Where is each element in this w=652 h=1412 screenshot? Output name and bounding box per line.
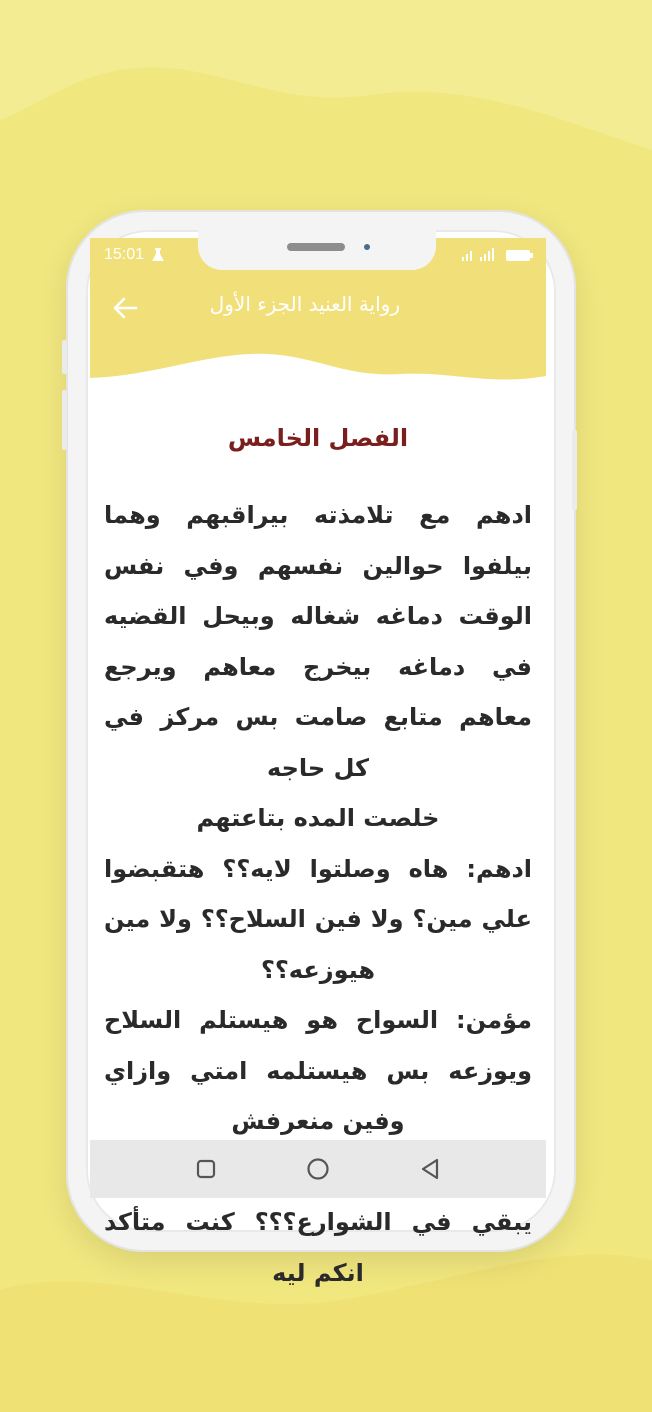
signal-icon bbox=[462, 251, 472, 261]
battery-icon bbox=[506, 250, 533, 261]
status-time: 15:01 bbox=[104, 246, 145, 263]
side-button bbox=[62, 390, 67, 450]
phone-speaker bbox=[287, 243, 345, 251]
phone-camera bbox=[364, 244, 370, 250]
app-screen bbox=[90, 238, 546, 1287]
side-button bbox=[62, 340, 67, 374]
story-paragraph: ادهم مع تلامذته بيراقبهم وهما بيلفوا حوالين نفسهم وفي نفس الوقت دماغه شغاله وبيحل القضيه في دماغه بيخرج معاهم ويرجع معاهم متابع صامت بس مركز في كل حاجه bbox=[104, 501, 532, 782]
story-paragraph: يبقي في الشوارع؟؟؟ كنت متأكد انكم ليه bbox=[104, 1208, 532, 1287]
back-arrow-icon[interactable] bbox=[112, 296, 138, 320]
story-paragraph: خلصت المده بتاعتهم bbox=[196, 804, 440, 832]
app-title: رواية العنيد الجزء الأول bbox=[209, 292, 400, 316]
app-bar-wave bbox=[90, 336, 546, 406]
chapter-title: الفصل الخامس bbox=[227, 424, 409, 452]
story-paragraph: مؤمن: السواح هو هيستلم السلاح ويوزعه بس هيستلمه امتي وازاي وفين منعرفش bbox=[104, 1006, 532, 1135]
side-button bbox=[572, 430, 577, 510]
back-icon[interactable] bbox=[415, 1154, 445, 1184]
recent-apps-icon[interactable] bbox=[191, 1154, 221, 1184]
background-wave-top bbox=[0, 0, 652, 180]
signal-icon bbox=[480, 248, 494, 261]
system-nav-bar bbox=[90, 1140, 546, 1198]
status-icons bbox=[462, 248, 536, 262]
story-paragraph: ادهم: هاه وصلتوا لايه؟؟ هتقبضوا علي مين؟ ولا فين السلاح؟؟ ولا مين هيوزعه؟؟ bbox=[104, 854, 532, 984]
chapter-content[interactable] bbox=[90, 406, 546, 1287]
home-icon[interactable] bbox=[303, 1154, 333, 1184]
notification-icon bbox=[150, 247, 166, 263]
